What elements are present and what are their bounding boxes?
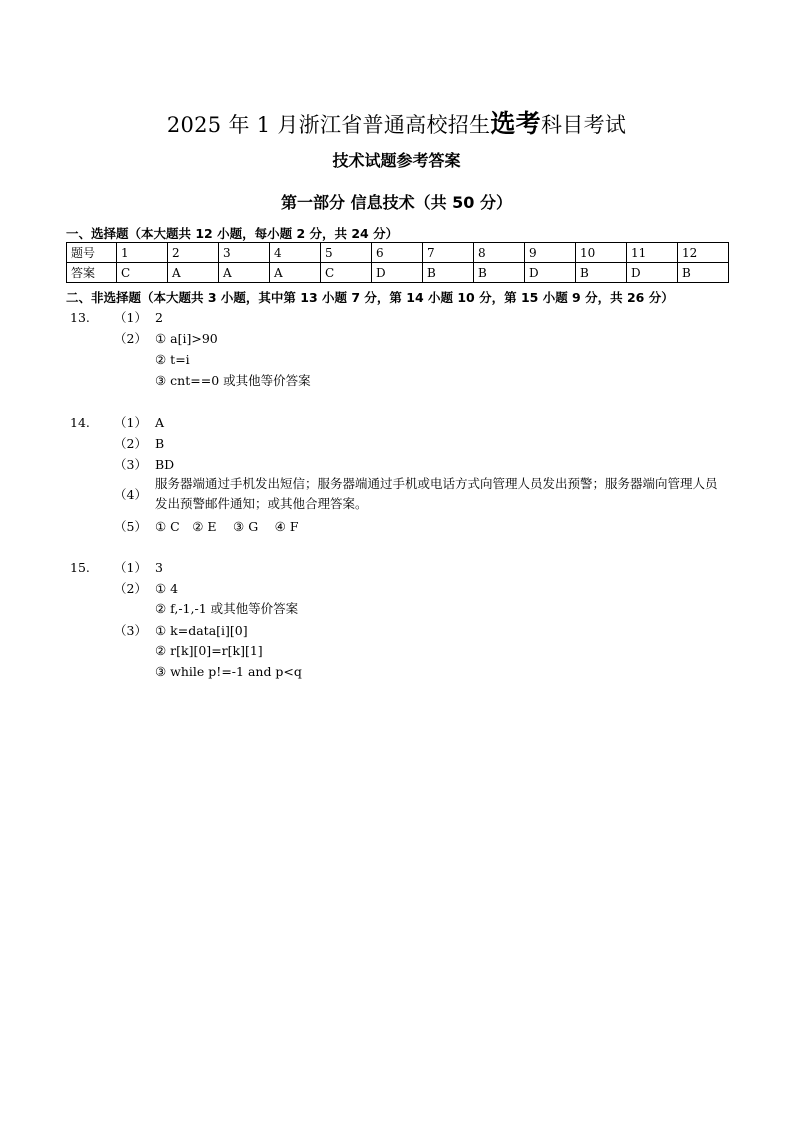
q14-part3-label: （3） — [114, 457, 147, 472]
q14-part1-label: （1） — [114, 415, 147, 430]
question-number-cell: 8 — [474, 243, 525, 263]
question-14-number: 14. — [70, 415, 90, 430]
question-number-cell: 10 — [576, 243, 627, 263]
q13-part2-label: （2） — [114, 331, 147, 346]
q13-part2-answer-b: ② t=i — [155, 352, 190, 367]
q13-part2-answer-a: ① a[i]>90 — [155, 331, 218, 346]
q14-part5-answer: ① C ② E ③ G ④ F — [155, 519, 299, 534]
answer-cell: B — [474, 263, 525, 283]
title-emphasis: 选考 — [490, 109, 541, 138]
q15-part3-answer-b: ② r[k][0]=r[k][1] — [155, 643, 263, 658]
answer-cell: C — [117, 263, 168, 283]
q15-part2-answer-a: ① 4 — [155, 581, 179, 596]
q15-part3-label: （3） — [114, 623, 147, 638]
row-label-answer: 答案 — [67, 263, 117, 283]
answer-cell: B — [678, 263, 729, 283]
answer-cell: A — [270, 263, 321, 283]
answer-cell: D — [372, 263, 423, 283]
answer-table — [66, 242, 729, 283]
q15-part3-answer-a: ① k=data[i][0] — [155, 623, 248, 638]
q14-part4-answer: 服务器端通过手机发出短信；服务器端通过手机或电话方式向管理人员发出预警；服务器端向管理人员发出预警邮件通知；或其他合理答案。 — [155, 476, 718, 511]
question-number-cell: 1 — [117, 243, 168, 263]
q15-part2-label: （2） — [114, 581, 147, 596]
q15-part1-answer: 3 — [155, 560, 163, 575]
section1-heading: 一、选择题（本大题共 12 小题，每小题 2 分，共 24 分） — [66, 226, 399, 241]
document-subtitle: 技术试题参考答案 — [332, 151, 461, 170]
question-number-cell: 6 — [372, 243, 423, 263]
part-title: 第一部分 信息技术（共 50 分） — [281, 193, 512, 212]
q13-part1-answer: 2 — [155, 310, 163, 325]
q15-part3-answer-c: ③ while p!=-1 and p<q — [155, 664, 302, 679]
question-number-cell: 4 — [270, 243, 321, 263]
table-row-answers — [67, 263, 729, 283]
question-number-cell: 12 — [678, 243, 729, 263]
answer-cell: C — [321, 263, 372, 283]
q14-part3-answer: BD — [155, 457, 175, 472]
q14-part2-answer: B — [155, 436, 165, 451]
row-label-number: 题号 — [67, 243, 117, 263]
question-number-cell: 2 — [168, 243, 219, 263]
q14-part5-label: （5） — [114, 519, 147, 534]
document-title — [0, 104, 793, 140]
answer-cell: B — [423, 263, 474, 283]
title-suffix: 科目考试 — [540, 113, 627, 137]
q13-part1-label: （1） — [114, 310, 147, 325]
q15-part1-label: （1） — [114, 560, 147, 575]
answer-cell: D — [627, 263, 678, 283]
question-number-cell: 11 — [627, 243, 678, 263]
question-13-number: 13. — [70, 310, 90, 325]
question-number-cell: 3 — [219, 243, 270, 263]
q15-part2-answer-b: ② f,-1,-1 或其他等价答案 — [155, 601, 299, 616]
question-number-cell: 5 — [321, 243, 372, 263]
q14-part2-label: （2） — [114, 436, 147, 451]
q14-part4-label: （4） — [114, 487, 147, 502]
answer-cell: B — [576, 263, 627, 283]
question-number-cell: 7 — [423, 243, 474, 263]
answer-cell: A — [219, 263, 270, 283]
question-number-cell: 9 — [525, 243, 576, 263]
table-row-numbers — [67, 243, 729, 263]
title-prefix: 2025 年 1 月浙江省普通高校招生 — [166, 113, 491, 137]
q14-part1-answer: A — [155, 415, 165, 430]
answer-cell: D — [525, 263, 576, 283]
q13-part2-answer-c: ③ cnt==0 或其他等价答案 — [155, 373, 311, 388]
answer-cell: A — [168, 263, 219, 283]
question-15-number: 15. — [70, 560, 90, 575]
section2-heading: 二、非选择题（本大题共 3 小题，其中第 13 小题 7 分，第 14 小题 10 分，第 15 小题 9 分，共 26 分） — [66, 290, 674, 305]
